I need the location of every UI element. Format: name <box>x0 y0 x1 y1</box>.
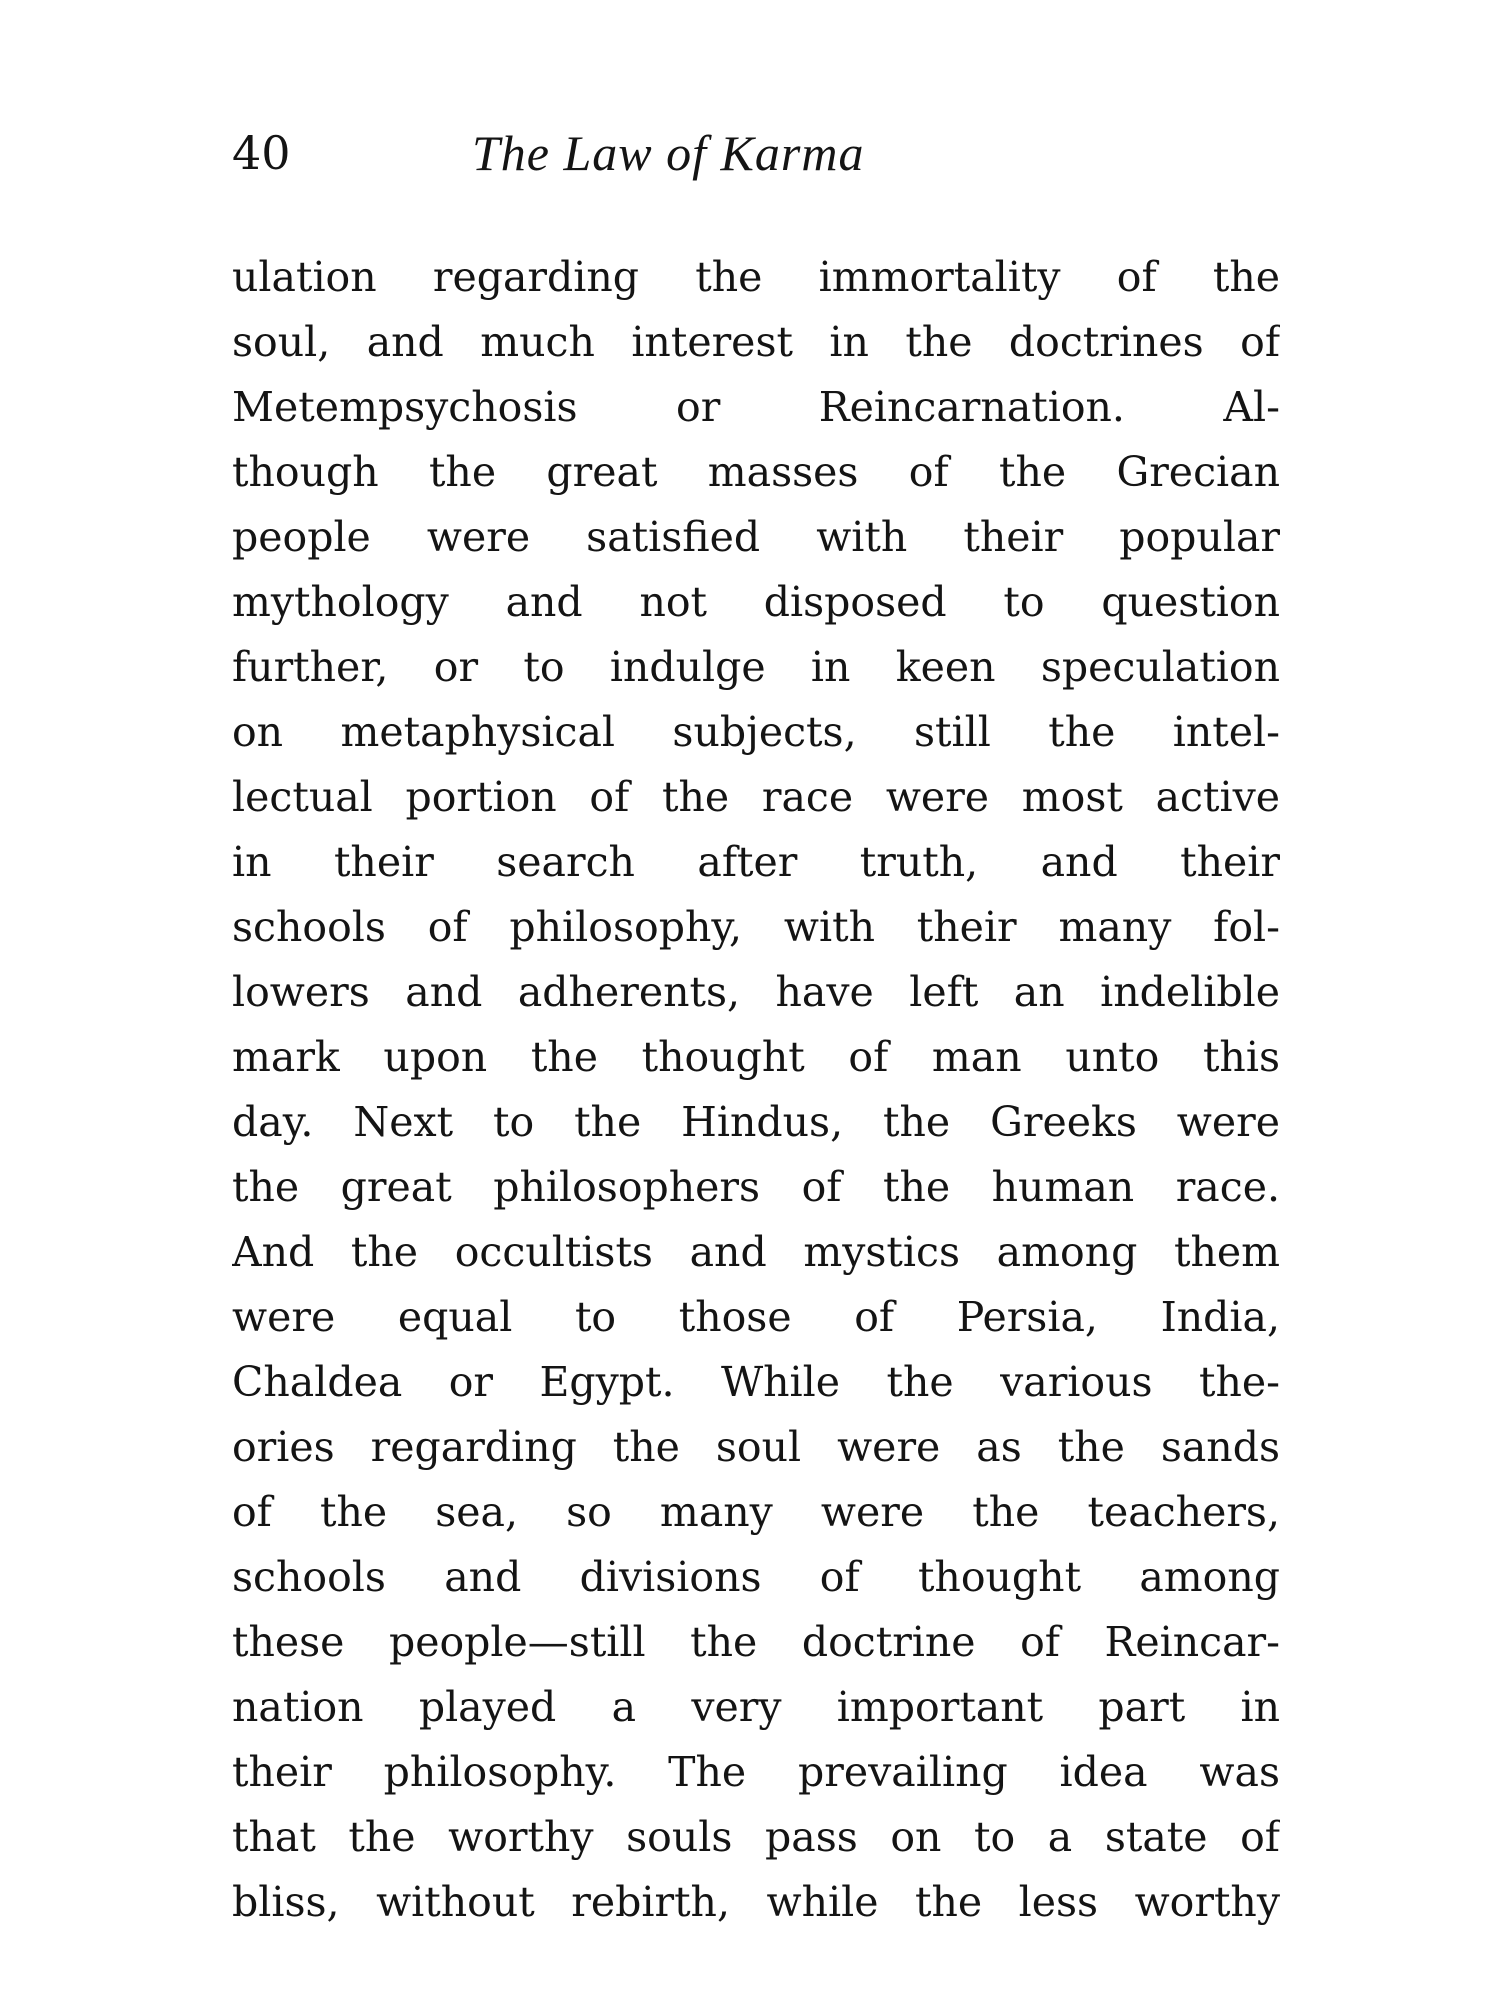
text-line: mythology and not disposed to question <box>232 578 1280 626</box>
text-line: lectual portion of the race were most active <box>232 773 1280 821</box>
body-text <box>232 245 1280 1935</box>
text-line: of the sea, so many were the teachers, <box>232 1488 1280 1536</box>
text-line: schools of philosophy, with their many fol- <box>232 903 1280 951</box>
book-title: The Law of Karma <box>472 125 865 181</box>
text-line: schools and divisions of thought among <box>232 1553 1280 1601</box>
text-line: Metempsychosis or Reincarnation. Al- <box>232 383 1280 431</box>
text-line: nation played a very important part in <box>232 1683 1280 1731</box>
running-head <box>232 118 1280 188</box>
text-line: further, or to indulge in keen speculation <box>232 643 1280 691</box>
text-line: And the occultists and mystics among them <box>232 1228 1280 1276</box>
text-line: ulation regarding the immortality of the <box>232 253 1280 301</box>
text-line: in their search after truth, and their <box>232 838 1280 886</box>
text-line: these people—still the doctrine of Reincar- <box>232 1618 1280 1666</box>
text-line: that the worthy souls pass on to a state of <box>232 1813 1280 1861</box>
text-line: day. Next to the Hindus, the Greeks were <box>232 1098 1280 1146</box>
text-line: the great philosophers of the human race. <box>232 1163 1280 1211</box>
text-line: on metaphysical subjects, still the intel- <box>232 708 1280 756</box>
text-line: soul, and much interest in the doctrines of <box>232 318 1280 366</box>
text-line: though the great masses of the Grecian <box>232 448 1280 496</box>
text-line: ories regarding the soul were as the sands <box>232 1423 1280 1471</box>
text-line: lowers and adherents, have left an indelible <box>232 968 1280 1016</box>
text-line: people were satisfied with their popular <box>232 513 1280 561</box>
text-line: were equal to those of Persia, India, <box>232 1293 1280 1341</box>
page-number: 40 <box>232 126 291 180</box>
text-line: Chaldea or Egypt. While the various the- <box>232 1358 1280 1406</box>
text-line: bliss, without rebirth, while the less worthy <box>232 1878 1280 1926</box>
text-line: their philosophy. The prevailing idea was <box>232 1748 1280 1796</box>
text-line: mark upon the thought of man unto this <box>232 1033 1280 1081</box>
